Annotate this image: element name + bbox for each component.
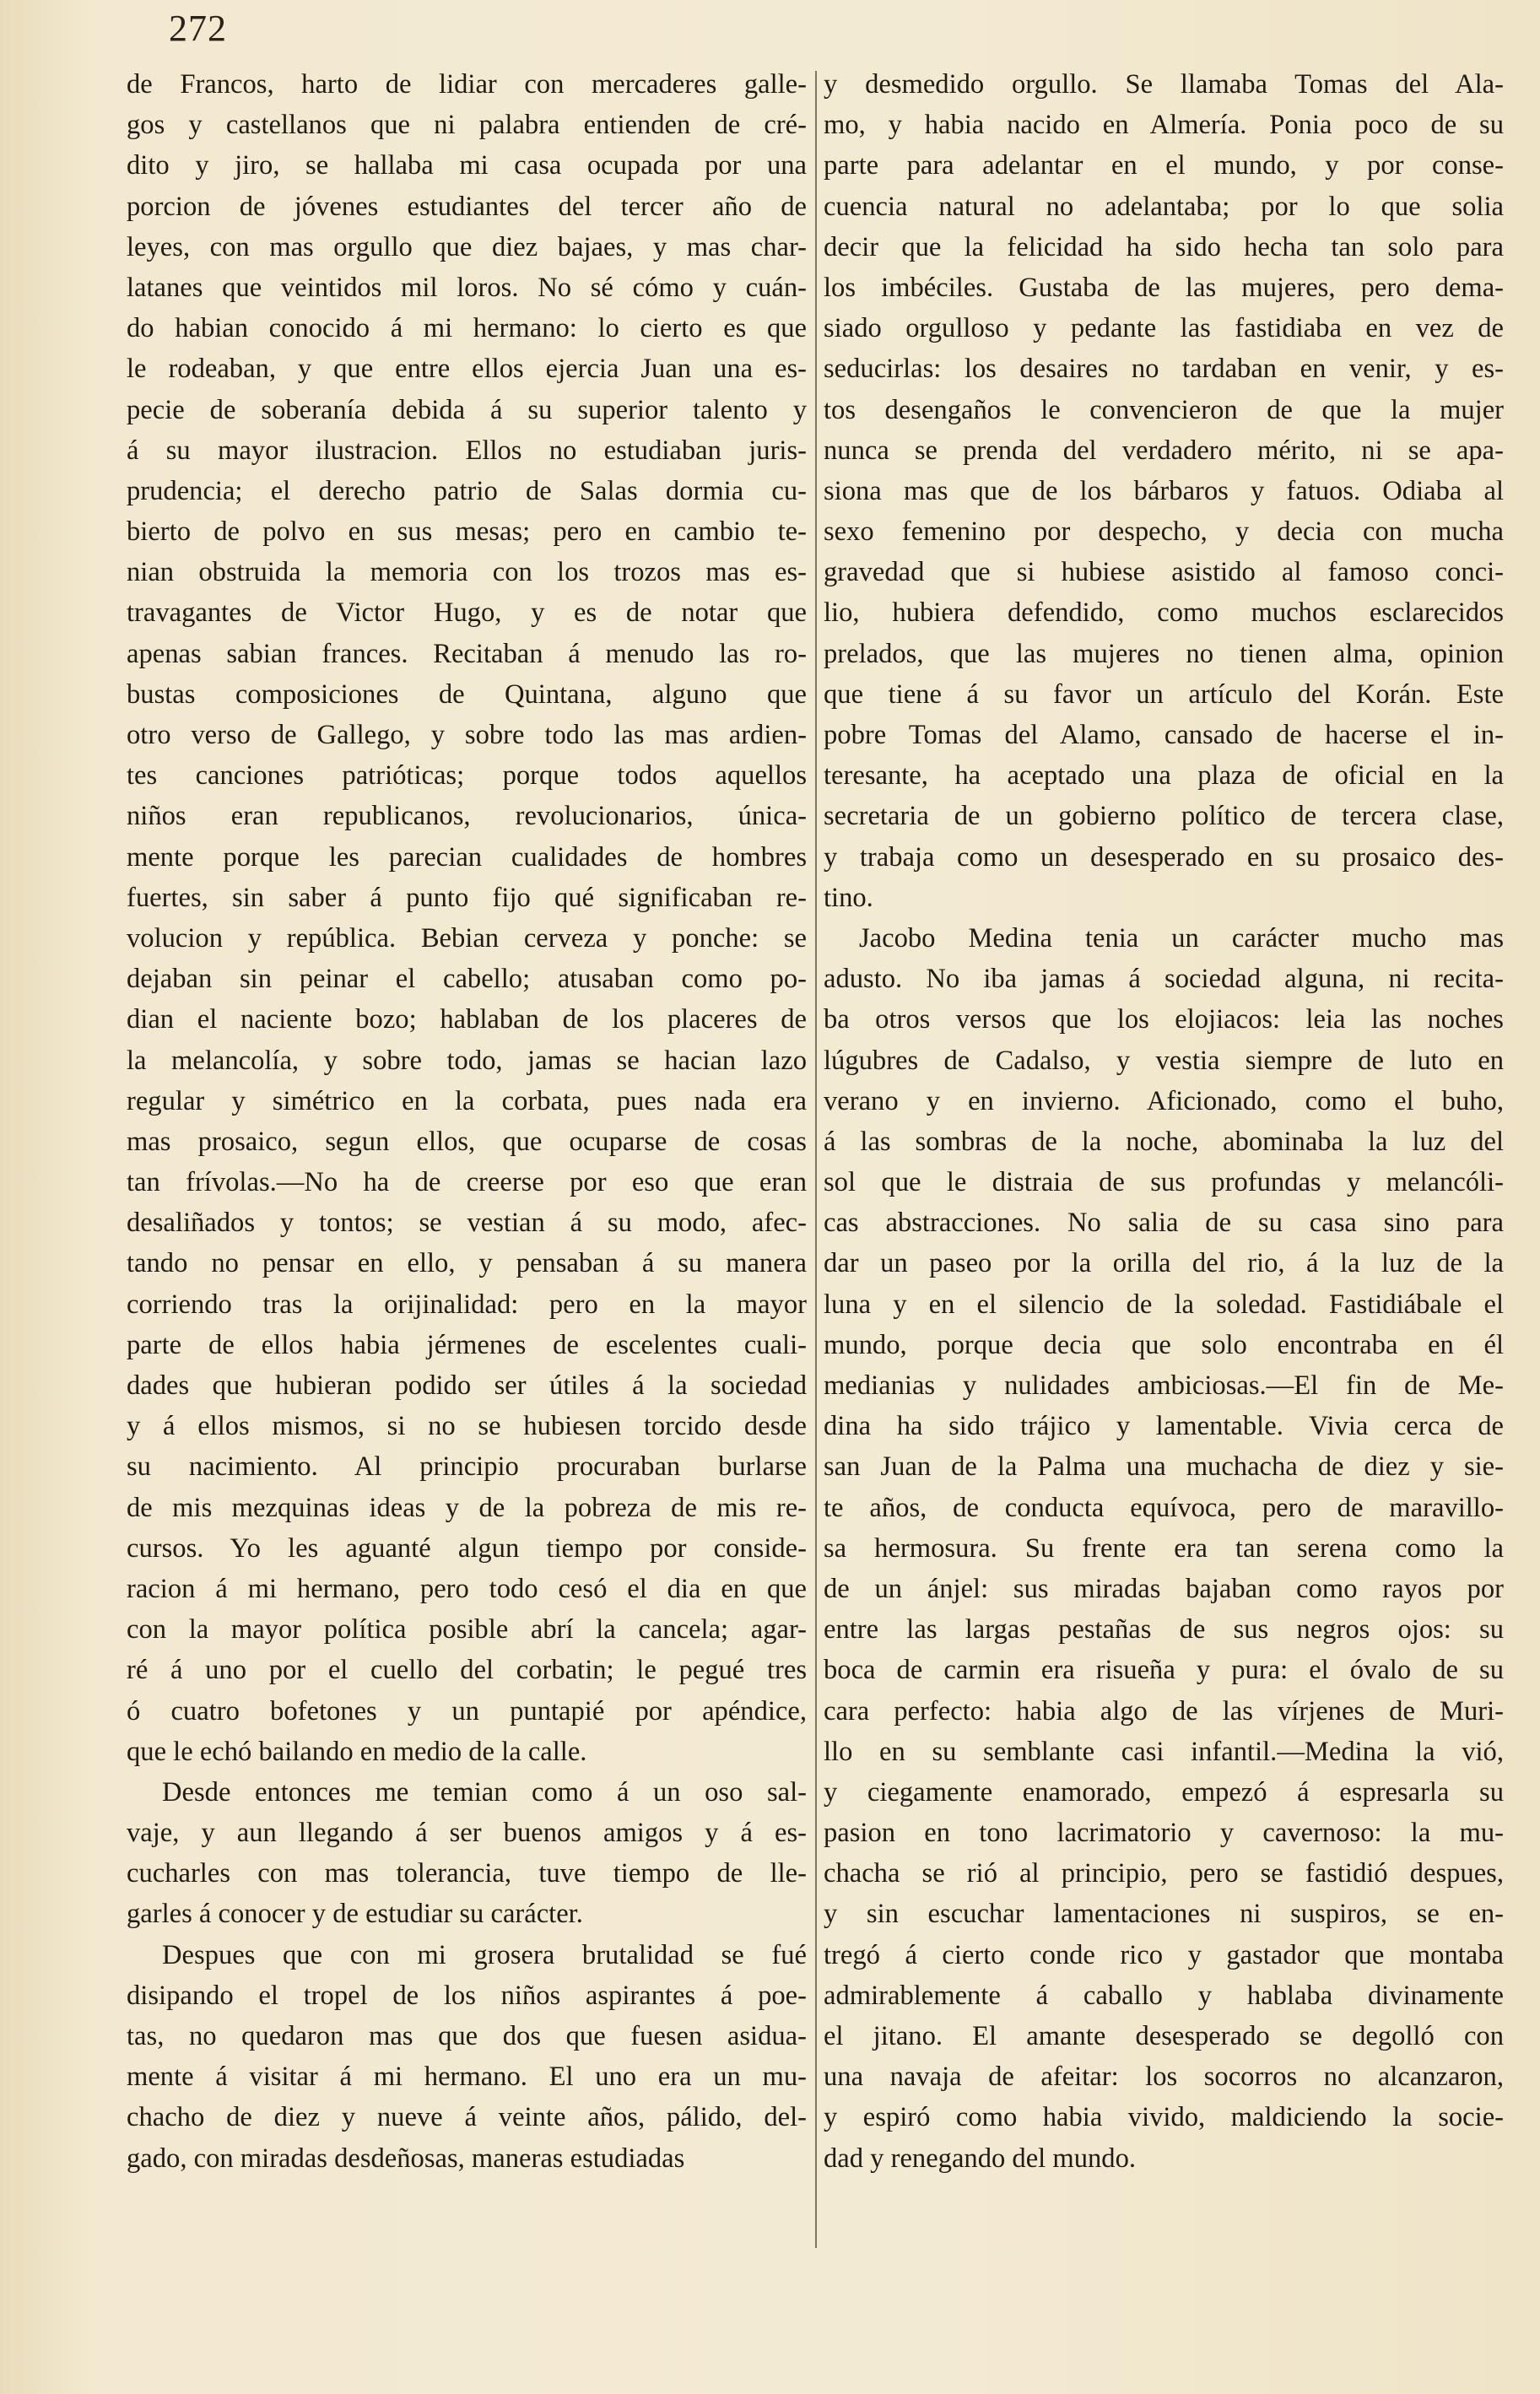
right-line: cara perfecto: habia algo de las vírjenes de Muri- bbox=[824, 1695, 1504, 1727]
left-line: prudencia; el derecho patrio de Salas dormia cu- bbox=[127, 475, 807, 506]
right-line: lúgubres de Cadalso, y vestia siempre de luto en bbox=[824, 1045, 1504, 1076]
left-line: parte de ellos habia jérmenes de escelentes cuali- bbox=[127, 1329, 807, 1360]
right-line: y espiró como habia vivido, maldiciendo la socie- bbox=[824, 2102, 1504, 2133]
right-line: teresante, ha aceptado una plaza de oficial en la bbox=[824, 760, 1504, 792]
right-line: parte para adelantar en el mundo, y por conse- bbox=[824, 150, 1504, 181]
left-line: do habian conocido á mi hermano: lo cierto es que bbox=[127, 313, 807, 344]
right-line: mo, y habia nacido en Almería. Ponia poco de su bbox=[824, 110, 1504, 141]
left-line: mente porque les parecian cualidades de hombres bbox=[127, 841, 807, 873]
left-line: garles á conocer y de estudiar su carácter. bbox=[127, 1899, 583, 1930]
right-line: á las sombras de la noche, abominaba la luz del bbox=[824, 1126, 1504, 1157]
left-line: apenas sabian frances. Recitaban á menudo las ro- bbox=[127, 638, 807, 669]
left-line: su nacimiento. Al principio procuraban burlarse bbox=[127, 1451, 807, 1483]
right-line: de un ánjel: sus miradas bajaban como rayos por bbox=[824, 1573, 1504, 1604]
left-line: niños eran republicanos, revolucionarios, única- bbox=[127, 801, 807, 832]
left-line: ré á uno por el cuello del corbatin; le pegué tres bbox=[127, 1655, 807, 1686]
right-column bbox=[824, 64, 1504, 2179]
right-line: llo en su semblante casi infantil.—Medina la vió, bbox=[824, 1736, 1504, 1767]
left-line: racion á mi hermano, pero todo cesó el dia en que bbox=[127, 1573, 807, 1604]
left-line: vaje, y aun llegando á ser buenos amigos y á es- bbox=[127, 1818, 807, 1849]
right-line: tos desengaños le convencieron de que la mujer bbox=[824, 394, 1504, 425]
right-line: dina ha sido trájico y lamentable. Vivia cerca de bbox=[824, 1411, 1504, 1442]
left-line: la melancolía, y sobre todo, jamas se hacian lazo bbox=[127, 1045, 807, 1076]
right-line: adusto. No iba jamas á sociedad alguna, ni recita- bbox=[824, 964, 1504, 995]
left-line: tes canciones patrióticas; porque todos aquellos bbox=[127, 760, 807, 792]
right-line: luna y en el silencio de la soledad. Fastidiábale el bbox=[824, 1289, 1504, 1320]
right-line: sol que le distraia de sus profundas y melancóli- bbox=[824, 1167, 1504, 1198]
left-line: otro verso de Gallego, y sobre todo las mas ardien- bbox=[127, 720, 807, 750]
right-line: siado orgulloso y pedante las fastidiaba en vez de bbox=[824, 313, 1504, 344]
right-line: nunca se prenda del verdadero mérito, ni se apa- bbox=[824, 435, 1504, 466]
left-line: chacho de diez y nueve á veinte años, pálido, del- bbox=[127, 2102, 807, 2133]
left-line: leyes, con mas orgullo que diez bajaes, y mas char- bbox=[127, 231, 807, 262]
left-line: Desde entonces me temian como á un oso sal- bbox=[162, 1776, 807, 1808]
right-line: siona mas que de los bárbaros y fatuos. Odiaba al bbox=[824, 475, 1504, 506]
right-line: y desmedido orgullo. Se llamaba Tomas del Ala- bbox=[824, 69, 1504, 100]
right-line: pasion en tono lacrimatorio y cavernoso: la mu- bbox=[824, 1818, 1504, 1849]
right-line: medianias y nulidades ambiciosas.—El fin de Me- bbox=[824, 1370, 1504, 1401]
left-line: bustas composiciones de Quintana, alguno que bbox=[127, 678, 807, 710]
left-line: porcion de jóvenes estudiantes del tercer año de bbox=[127, 191, 807, 222]
right-line: que tiene á su favor un artículo del Korán. Este bbox=[824, 678, 1504, 710]
left-line: mas prosaico, segun ellos, que ocuparse de cosas bbox=[127, 1126, 807, 1157]
right-line: gravedad que si hubiese asistido al famoso conci- bbox=[824, 557, 1504, 588]
right-line: mundo, porque decia que solo encontraba en él bbox=[824, 1329, 1504, 1360]
left-line: corriendo tras la orijinalidad: pero en la mayor bbox=[127, 1289, 807, 1320]
left-line: dito y jiro, se hallaba mi casa ocupada por una bbox=[127, 150, 807, 181]
left-line: tando no pensar en ello, y pensaban á su manera bbox=[127, 1248, 807, 1279]
left-line: cucharles con mas tolerancia, tuve tiempo de lle- bbox=[127, 1858, 807, 1889]
right-line: san Juan de la Palma una muchacha de diez y sie- bbox=[824, 1451, 1504, 1483]
right-line: lio, hubiera defendido, como muchos esclarecidos bbox=[824, 597, 1504, 629]
left-line: de Francos, harto de lidiar con mercaderes galle- bbox=[127, 69, 807, 100]
right-line: cas abstracciones. No salia de su casa sino para bbox=[824, 1208, 1504, 1239]
right-line: chacha se rió al principio, pero se fastidió despues, bbox=[824, 1858, 1504, 1889]
right-line: y trabaja como un desesperado en su prosaico des- bbox=[824, 841, 1504, 873]
left-line: disipando el tropel de los niños aspirantes á poe- bbox=[127, 1980, 807, 2011]
left-line: tas, no quedaron mas que dos que fuesen asidua- bbox=[127, 2021, 807, 2051]
right-line: admirablemente á caballo y hablaba divinamente bbox=[824, 1980, 1504, 2011]
left-line: de mis mezquinas ideas y de la pobreza de mis re- bbox=[127, 1492, 807, 1523]
left-line: dejaban sin peinar el cabello; atusaban como po- bbox=[127, 964, 807, 995]
right-line: pobre Tomas del Alamo, cansado de hacerse el in- bbox=[824, 720, 1504, 750]
left-line: y á ellos mismos, si no se hubiesen torcido desde bbox=[127, 1411, 807, 1442]
left-line: dian el naciente bozo; hablaban de los placeres de bbox=[127, 1004, 807, 1035]
right-line: los imbéciles. Gustaba de las mujeres, pero dema- bbox=[824, 272, 1504, 303]
right-line: dad y renegando del mundo. bbox=[824, 2143, 1137, 2174]
right-line: dar un paseo por la orilla del rio, á la luz de la bbox=[824, 1248, 1504, 1279]
right-line: una navaja de afeitar: los socorros no alcanzaron, bbox=[824, 2062, 1504, 2093]
left-line: fuertes, sin saber á punto fijo qué significaban re- bbox=[127, 882, 807, 913]
left-line: dades que hubieran podido ser útiles á la sociedad bbox=[127, 1370, 807, 1401]
column-divider bbox=[815, 71, 817, 2248]
left-line: bierto de polvo en sus mesas; pero en cambio te- bbox=[127, 516, 807, 548]
right-line: y ciegamente enamorado, empezó á espresarla su bbox=[824, 1776, 1504, 1808]
left-line: gos y castellanos que ni palabra entienden de cré- bbox=[127, 110, 807, 141]
left-line: Despues que con mi grosera brutalidad se fué bbox=[162, 1939, 807, 1970]
left-line: á su mayor ilustracion. Ellos no estudiaban juris- bbox=[127, 435, 807, 466]
left-line: nian obstruida la memoria con los trozos mas es- bbox=[127, 557, 807, 588]
left-line: que le echó bailando en medio de la calle. bbox=[127, 1736, 587, 1767]
left-line: pecie de soberanía debida á su superior talento y bbox=[127, 394, 807, 425]
right-line: el jitano. El amante desesperado se degolló con bbox=[824, 2021, 1504, 2051]
right-line: secretaria de un gobierno político de tercera clase, bbox=[824, 801, 1504, 832]
left-line: latanes que veintidos mil loros. No sé cómo y cuán- bbox=[127, 272, 807, 303]
left-line: mente á visitar á mi hermano. El uno era un mu- bbox=[127, 2062, 807, 2093]
left-line: ó cuatro bofetones y un puntapié por apéndice, bbox=[127, 1695, 807, 1727]
right-line: verano y en invierno. Aficionado, como el buho, bbox=[824, 1085, 1504, 1116]
right-line: te años, de conducta equívoca, pero de maravillo- bbox=[824, 1492, 1504, 1523]
left-line: le rodeaban, y que entre ellos ejercia Juan una es- bbox=[127, 354, 807, 385]
left-line: gado, con miradas desdeñosas, maneras estudiadas bbox=[127, 2143, 685, 2174]
left-column bbox=[127, 64, 807, 2179]
right-line: tino. bbox=[824, 882, 873, 913]
right-line: boca de carmin era risueña y pura: el óvalo de su bbox=[824, 1655, 1504, 1686]
right-line: sa hermosura. Su frente era tan serena como la bbox=[824, 1532, 1504, 1564]
right-line: ba otros versos que los elojiacos: leia las noches bbox=[824, 1004, 1504, 1035]
right-line: entre las largas pestañas de sus negros ojos: su bbox=[824, 1614, 1504, 1646]
right-line: y sin escuchar lamentaciones ni suspiros, se en- bbox=[824, 1899, 1504, 1930]
right-line: cuencia natural no adelantaba; por lo que solia bbox=[824, 191, 1504, 222]
left-line: travagantes de Victor Hugo, y es de notar que bbox=[127, 597, 807, 629]
right-line: seducirlas: los desaires no tardaban en venir, y es- bbox=[824, 354, 1504, 385]
left-line: con la mayor política posible abrí la cancela; agar- bbox=[127, 1614, 807, 1646]
left-line: regular y simétrico en la corbata, pues nada era bbox=[127, 1085, 807, 1116]
left-line: desaliñados y tontos; se vestian á su modo, afec- bbox=[127, 1208, 807, 1239]
right-line: sexo femenino por despecho, y decia con mucha bbox=[824, 516, 1504, 548]
page-number: 272 bbox=[169, 8, 227, 49]
right-line: decir que la felicidad ha sido hecha tan solo para bbox=[824, 231, 1504, 262]
right-line: tregó á cierto conde rico y gastador que montaba bbox=[824, 1939, 1504, 1970]
right-line: prelados, que las mujeres no tienen alma, opinion bbox=[824, 638, 1504, 669]
left-line: volucion y república. Bebian cerveza y ponche: se bbox=[127, 922, 807, 954]
right-line: Jacobo Medina tenia un carácter mucho mas bbox=[859, 922, 1504, 954]
left-line: cursos. Yo les aguanté algun tiempo por conside- bbox=[127, 1532, 807, 1564]
left-line: tan frívolas.—No ha de creerse por eso que eran bbox=[127, 1167, 807, 1198]
